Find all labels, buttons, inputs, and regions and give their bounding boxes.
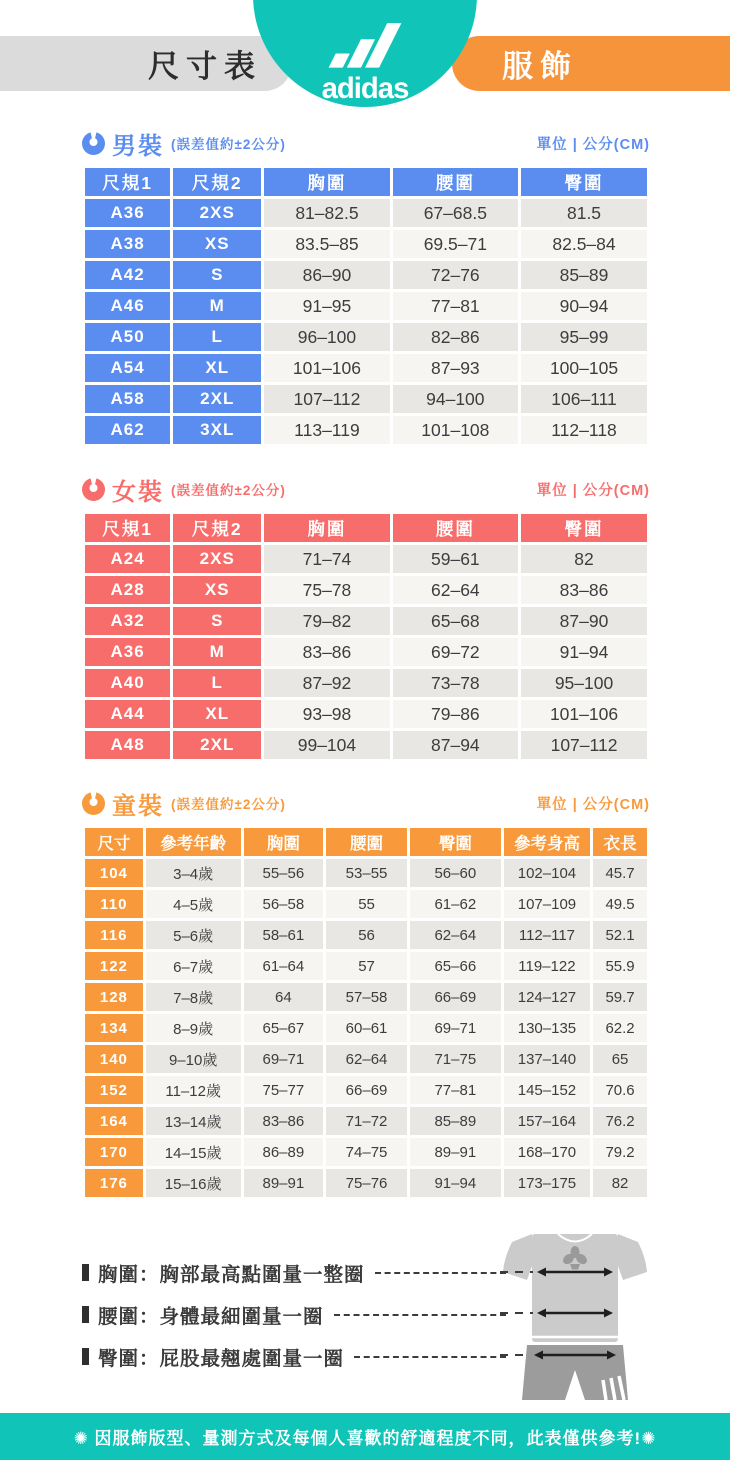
table-row [85,545,647,573]
size-code-cell: 140 [85,1045,143,1073]
column-header: 胸圍 [244,828,324,856]
category-pill [452,36,730,91]
measurement-cell: 55 [326,890,407,918]
size-code-cell: L [173,323,261,351]
measurement-cell: 79.2 [593,1138,647,1166]
size-code-cell: 122 [85,952,143,980]
page-title: 尺寸表 [148,49,262,84]
table-row [85,416,647,444]
section-kids [82,786,650,1200]
measurement-cell: 119–122 [504,952,590,980]
measurement-cell: 101–106 [264,354,389,382]
header-row [85,168,647,196]
column-header: 腰圍 [393,514,518,542]
size-code-cell: 152 [85,1076,143,1104]
kids-size-table [82,825,650,1200]
category-label: 服飾 [502,49,578,84]
section-men [82,126,650,447]
size-code-cell: A48 [85,731,170,759]
legend-label: 腰圍：身體最細圍量一圈 [98,1305,324,1328]
measurement-cell: 53–55 [326,859,407,887]
measurement-cell: 83.5–85 [264,230,389,258]
measurement-cell: 65 [593,1045,647,1073]
table-row [85,669,647,697]
adidas-wordmark: adidas [321,71,409,105]
column-header: 尺規1 [85,514,170,542]
column-header: 參考年齡 [146,828,241,856]
table-row [85,700,647,728]
measurement-cell: 82.5–84 [521,230,647,258]
column-header: 尺寸 [85,828,143,856]
size-code-cell: A40 [85,669,170,697]
measurement-cell: 106–111 [521,385,647,413]
measurement-cell: 77–81 [393,292,518,320]
table-row [85,1014,647,1042]
measurement-cell: 62–64 [410,921,501,949]
measurement-cell: 49.5 [593,890,647,918]
measurement-cell: 75–76 [326,1169,407,1197]
unit-label: 單位 | 公分(CM) [536,482,650,499]
size-code-cell: 2XL [173,731,261,759]
dashed-line [334,1314,506,1316]
measurement-cell: 87–93 [393,354,518,382]
size-code-cell: 110 [85,890,143,918]
measurement-cell: 107–109 [504,890,590,918]
measurement-cell: 101–106 [521,700,647,728]
measurement-legend [0,1222,730,1404]
measurement-cell: 11–12歲 [146,1076,241,1104]
measurement-cell: 69–71 [244,1045,324,1073]
measurement-cell: 124–127 [504,983,590,1011]
measurement-cell: 62.2 [593,1014,647,1042]
measurement-cell: 95–99 [521,323,647,351]
measurement-cell: 85–89 [410,1107,501,1135]
adidas-stripes-icon [329,23,402,67]
legend-marker [82,1264,89,1281]
column-header: 臀圍 [521,168,647,196]
table-row [85,1076,647,1104]
section-tolerance: (誤差值約±2公分) [171,137,286,152]
measurement-cell: 15–16歲 [146,1169,241,1197]
measurement-cell: 56–60 [410,859,501,887]
measurement-cell: 71–72 [326,1107,407,1135]
disclaimer-text: ✺ 因服飾版型、量測方式及每個人喜歡的舒適程度不同，此表僅供參考!✺ [73,1429,657,1448]
measurement-cell: 96–100 [264,323,389,351]
measurement-cell: 69.5–71 [393,230,518,258]
size-code-cell: A62 [85,416,170,444]
column-header: 衣長 [593,828,647,856]
size-code-cell: 176 [85,1169,143,1197]
column-header: 胸圍 [264,514,389,542]
dashed-line [354,1356,506,1358]
measurement-cell: 64 [244,983,324,1011]
measurement-cell: 6–7歲 [146,952,241,980]
size-code-cell: A36 [85,638,170,666]
column-header: 腰圍 [326,828,407,856]
measurement-cell: 93–98 [264,700,389,728]
measurement-cell: 107–112 [264,385,389,413]
legend-label: 臀圍：屁股最翹處圍量一圈 [98,1347,345,1370]
size-code-cell: 2XS [173,199,261,227]
size-code-cell: S [173,261,261,289]
disclaimer-bar [0,1413,730,1460]
men-size-table [82,165,650,447]
table-row [85,199,647,227]
person-icon [82,478,105,501]
brand-badge [253,0,477,107]
measurement-cell: 45.7 [593,859,647,887]
legend-row-chest [82,1260,506,1285]
measurement-cell: 145–152 [504,1076,590,1104]
measurement-cell: 13–14歲 [146,1107,241,1135]
column-header: 腰圍 [393,168,518,196]
measurement-cell: 82 [593,1169,647,1197]
measurement-cell: 65–68 [393,607,518,635]
measurement-cell: 56 [326,921,407,949]
measurement-cell: 107–112 [521,731,647,759]
table-row [85,323,647,351]
measurement-cell: 59.7 [593,983,647,1011]
section-title: 女裝 [112,478,164,506]
dashed-line [500,1272,533,1355]
section-women [82,472,650,762]
measurement-cell: 91–95 [264,292,389,320]
adidas-logo [290,11,440,107]
size-code-cell: A58 [85,385,170,413]
unit-label: 單位 | 公分(CM) [536,136,650,153]
column-header: 尺規1 [85,168,170,196]
measurement-cell: 81–82.5 [264,199,389,227]
measurement-cell: 83–86 [264,638,389,666]
measurement-cell: 73–78 [393,669,518,697]
measurement-cell: 82–86 [393,323,518,351]
column-header: 參考身高 [504,828,590,856]
measurement-cell: 74–75 [326,1138,407,1166]
measurement-cell: 60–61 [326,1014,407,1042]
size-code-cell: 128 [85,983,143,1011]
table-row [85,261,647,289]
measurement-cell: 81.5 [521,199,647,227]
size-code-cell: A44 [85,700,170,728]
measurement-cell: 113–119 [264,416,389,444]
measurement-cell: 75–77 [244,1076,324,1104]
measurement-cell: 57–58 [326,983,407,1011]
measurement-cell: 85–89 [521,261,647,289]
measurement-cell: 71–75 [410,1045,501,1073]
size-code-cell: A46 [85,292,170,320]
measurement-cell: 3–4歲 [146,859,241,887]
legend-row-waist [82,1302,506,1327]
size-code-cell: XS [173,230,261,258]
size-code-cell: A36 [85,199,170,227]
table-row [85,1107,647,1135]
column-header: 尺規2 [173,514,261,542]
measurement-cell: 75–78 [264,576,389,604]
person-icon [82,132,105,155]
legend-row-hip [82,1344,506,1369]
measurement-cell: 112–117 [504,921,590,949]
measurement-cell: 62–64 [326,1045,407,1073]
measurement-cell: 173–175 [504,1169,590,1197]
table-row [85,890,647,918]
measurement-cell: 61–62 [410,890,501,918]
column-header: 臀圍 [410,828,501,856]
measurement-cell: 66–69 [410,983,501,1011]
table-row [85,1138,647,1166]
person-icon [82,792,105,815]
measurement-cell: 56–58 [244,890,324,918]
table-row [85,354,647,382]
measurement-cell: 55–56 [244,859,324,887]
measurement-cell: 65–66 [410,952,501,980]
table-row [85,859,647,887]
size-code-cell: A32 [85,607,170,635]
measurement-cell: 59–61 [393,545,518,573]
measurement-cell: 5–6歲 [146,921,241,949]
size-code-cell: 134 [85,1014,143,1042]
measurement-cell: 69–72 [393,638,518,666]
measurement-cell: 66–69 [326,1076,407,1104]
section-tolerance: (誤差值約±2公分) [171,483,286,498]
legend-marker [82,1348,89,1365]
measurement-cell: 9–10歲 [146,1045,241,1073]
table-row [85,607,647,635]
measurement-cell: 77–81 [410,1076,501,1104]
section-title: 童裝 [112,792,164,820]
measurement-cell: 100–105 [521,354,647,382]
size-code-cell: 2XL [173,385,261,413]
measurement-cell: 67–68.5 [393,199,518,227]
size-code-cell: XL [173,700,261,728]
legend-marker [82,1306,89,1323]
measurement-cell: 90–94 [521,292,647,320]
size-chart-title-pill [0,36,292,91]
measurement-cell: 91–94 [410,1169,501,1197]
table-row [85,952,647,980]
dashed-line [375,1272,506,1274]
size-code-cell: XL [173,354,261,382]
measurement-cell: 71–74 [264,545,389,573]
measurement-cell: 95–100 [521,669,647,697]
measurement-cell: 57 [326,952,407,980]
column-header: 臀圍 [521,514,647,542]
measurement-cell: 157–164 [504,1107,590,1135]
measurement-cell: 102–104 [504,859,590,887]
measurement-cell: 89–91 [244,1169,324,1197]
size-code-cell: 2XS [173,545,261,573]
size-code-cell: XS [173,576,261,604]
section-header [82,472,650,506]
header-row [85,514,647,542]
column-header: 胸圍 [264,168,389,196]
section-title: 男裝 [112,132,164,160]
size-code-cell: 116 [85,921,143,949]
measurement-cell: 99–104 [264,731,389,759]
table-row [85,385,647,413]
measurement-cell: 72–76 [393,261,518,289]
size-code-cell: 104 [85,859,143,887]
size-code-cell: M [173,638,261,666]
header-row [85,828,647,856]
measurement-cell: 83–86 [244,1107,324,1135]
section-header [82,786,650,820]
measurement-cell: 55.9 [593,952,647,980]
size-code-cell: M [173,292,261,320]
size-code-cell: A54 [85,354,170,382]
measurement-cell: 86–89 [244,1138,324,1166]
measurement-cell: 4–5歲 [146,890,241,918]
measurement-cell: 61–64 [244,952,324,980]
measurement-cell: 101–108 [393,416,518,444]
size-code-cell: 3XL [173,416,261,444]
measurement-cell: 7–8歲 [146,983,241,1011]
measurement-cell: 87–92 [264,669,389,697]
size-code-cell: A42 [85,261,170,289]
measurement-cell: 76.2 [593,1107,647,1135]
column-header: 尺規2 [173,168,261,196]
measurement-cell: 91–94 [521,638,647,666]
measurement-cell: 79–82 [264,607,389,635]
measurement-cell: 137–140 [504,1045,590,1073]
measurement-cell: 69–71 [410,1014,501,1042]
measurement-cell: 86–90 [264,261,389,289]
measurement-cell: 82 [521,545,647,573]
measurement-cell: 168–170 [504,1138,590,1166]
table-row [85,638,647,666]
size-code-cell: 164 [85,1107,143,1135]
measurement-cell: 83–86 [521,576,647,604]
table-row [85,576,647,604]
section-tolerance: (誤差值約±2公分) [171,797,286,812]
table-row [85,983,647,1011]
measurement-cell: 58–61 [244,921,324,949]
measurement-cell: 87–94 [393,731,518,759]
unit-label: 單位 | 公分(CM) [536,796,650,813]
table-row [85,921,647,949]
table-row [85,292,647,320]
section-header [82,126,650,160]
size-code-cell: A24 [85,545,170,573]
table-row [85,230,647,258]
table-row [85,731,647,759]
measurement-cell: 65–67 [244,1014,324,1042]
size-code-cell: A28 [85,576,170,604]
measurement-cell: 89–91 [410,1138,501,1166]
legend-label: 胸圍：胸部最高點圍量一整圈 [98,1263,365,1286]
tshirt-illustration [500,1222,730,1402]
size-code-cell: 170 [85,1138,143,1166]
women-size-table [82,511,650,762]
table-row [85,1169,647,1197]
measurement-cell: 14–15歲 [146,1138,241,1166]
size-code-cell: L [173,669,261,697]
measurement-cell: 112–118 [521,416,647,444]
size-code-cell: A38 [85,230,170,258]
measurement-cell: 62–64 [393,576,518,604]
measurement-cell: 87–90 [521,607,647,635]
measurement-cell: 79–86 [393,700,518,728]
page-header [0,0,730,122]
measurement-cell: 52.1 [593,921,647,949]
measurement-cell: 8–9歲 [146,1014,241,1042]
size-code-cell: A50 [85,323,170,351]
measurement-cell: 94–100 [393,385,518,413]
measurement-cell: 130–135 [504,1014,590,1042]
measurement-cell: 70.6 [593,1076,647,1104]
table-row [85,1045,647,1073]
size-code-cell: S [173,607,261,635]
